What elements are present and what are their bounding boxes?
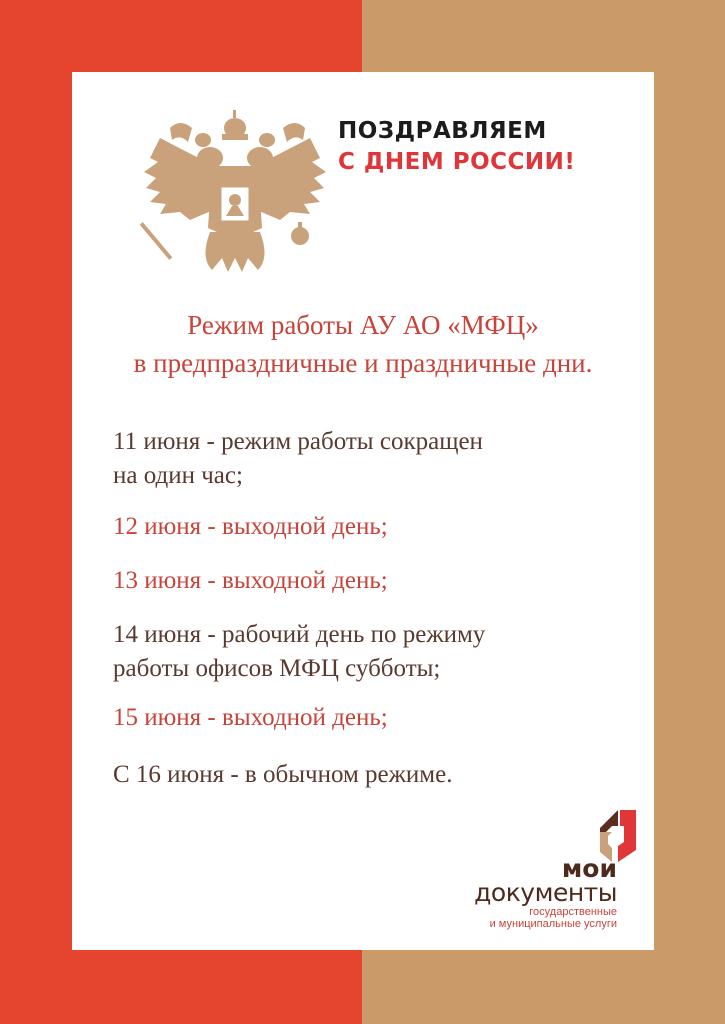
schedule-item-text: работы офисов МФЦ субботы;: [113, 655, 441, 682]
schedule-item-june-11: [113, 425, 483, 493]
schedule-item-text: 11 июня - режим работы сокращен: [113, 428, 483, 455]
schedule-item-text: 15 июня - выходной день;: [113, 704, 388, 731]
schedule-item-text: 13 июня - выходной день;: [113, 567, 388, 594]
schedule-item-text: на один час;: [113, 462, 243, 489]
schedule-item-june-15: [113, 701, 388, 735]
logo-subtitle-2: и муниципальные услуги: [489, 918, 617, 930]
title-line-1: Режим работы АУ АО «МФЦ»: [187, 310, 539, 340]
schedule-item-june-16: [113, 758, 452, 792]
logo-line-2: документы: [474, 878, 617, 907]
greeting-headline: [338, 116, 575, 178]
greeting-line-2: С ДНЕМ РОССИИ!: [338, 149, 576, 175]
schedule-item-june-14: [113, 618, 485, 686]
schedule-item-text: С 16 июня - в обычном режиме.: [113, 761, 453, 788]
schedule-title: [72, 306, 654, 382]
title-line-2: в предпраздничные и праздничные дни.: [133, 348, 593, 378]
logo-line-1: мои: [561, 854, 617, 883]
schedule-item-june-13: [113, 564, 388, 598]
greeting-line-1: ПОЗДРАВЛЯЕМ: [338, 118, 547, 144]
schedule-item-june-12: [113, 510, 388, 544]
double-headed-eagle-emblem-icon: [140, 108, 335, 276]
schedule-item-text: 14 июня - рабочий день по режиму: [113, 621, 486, 648]
schedule-item-text: 12 июня - выходной день;: [113, 513, 388, 540]
logo-subtitle-1: государственные: [529, 906, 617, 918]
moi-dokumenty-logo: [474, 854, 617, 930]
